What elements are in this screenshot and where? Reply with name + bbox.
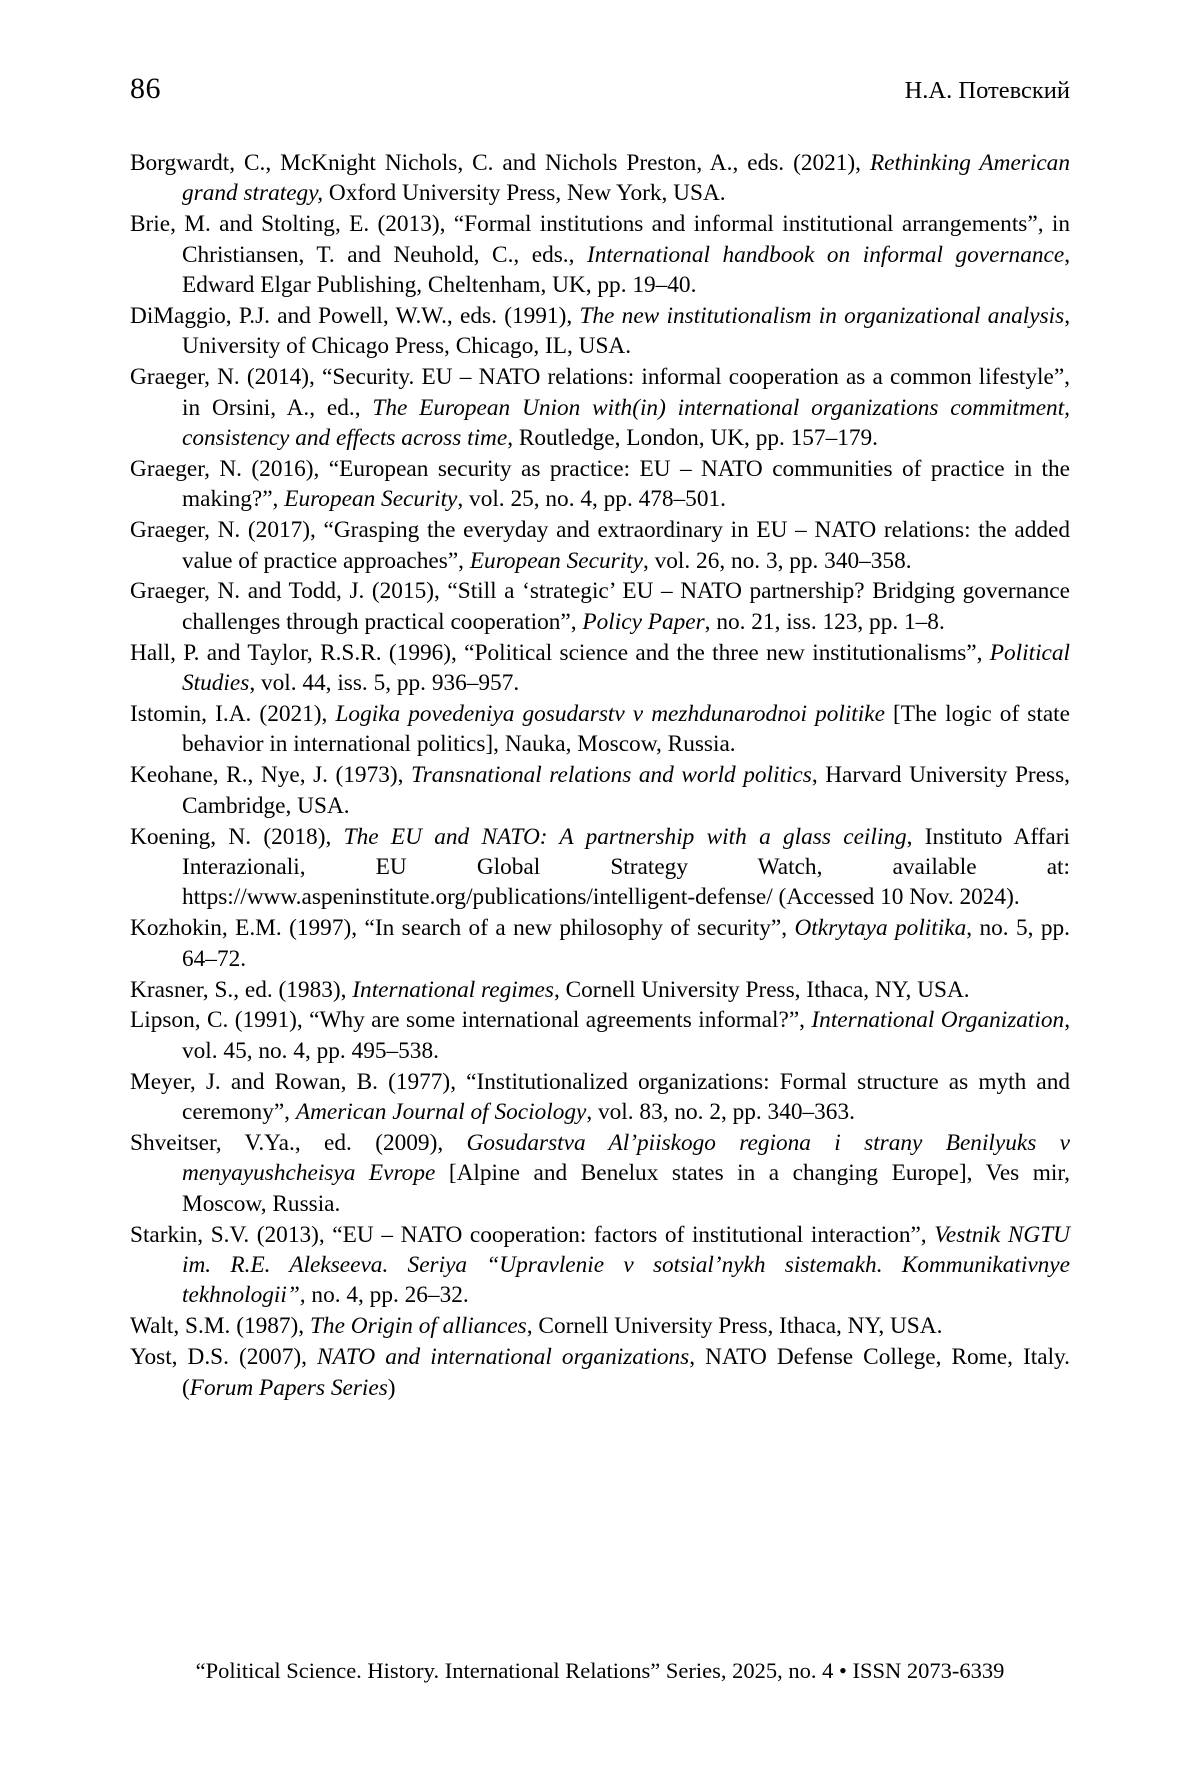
reference-entry: Graeger, N. (2016), “European security as practice: EU – NATO communities of practice in the making?”, European Security, vol. 25, no. 4, pp. 478–501. (130, 455, 1070, 513)
reference-entry: Brie, M. and Stolting, E. (2013), “Formal institutions and informal institutional arrangements”, in Christiansen, T. and Neuhold, C., eds., International handbook on informal governance, Edward Elgar Publishing, Cheltenham, UK, pp. 19–40. (130, 211, 1071, 299)
reference-entry: Shveitser, V.Ya., ed. (2009), Gosudarstva Al’piiskogo regiona i strany Benilyuks v menyayushcheisya Evrope [Alpine and Benelux states in a changing Europe], Ves mir, Moscow, Russia. (130, 1130, 1071, 1217)
reference-entry: Kozhokin, E.M. (1997), “In search of a new philosophy of security”, Otkrytaya politika, no. 5, pp. 64–72. (130, 915, 1071, 972)
page-header (130, 72, 1070, 106)
reference-entry: Walt, S.M. (1987), The Origin of alliances, Cornell University Press, Ithaca, NY, USA. (130, 1313, 943, 1340)
reference-entry: Graeger, N. and Todd, J. (2015), “Still a ‘strategic’ EU – NATO partnership? Bridging governance challenges through practical cooperation”, Policy Paper, no. 21, iss. 123, pp. 1–8. (130, 578, 1070, 635)
reference-entry: Yost, D.S. (2007), NATO and international organizations, NATO Defense College, Rome, Italy. (Forum Papers Series) (130, 1344, 1070, 1401)
references-list (130, 148, 1070, 1404)
page-number: 86 (130, 72, 161, 105)
reference-entry: Istomin, I.A. (2021), Logika povedeniya gosudarstv v mezhdunarodnoi politike [The logic of state behavior in international politics], Nauka, Moscow, Russia. (130, 701, 1070, 758)
reference-entry: Meyer, J. and Rowan, B. (1977), “Institutionalized organizations: Formal structure as myth and ceremony”, American Journal of Sociology, vol. 83, no. 2, pp. 340–363. (130, 1068, 1070, 1126)
reference-entry: Keohane, R., Nye, J. (1973), Transnational relations and world politics, Harvard University Press, Cambridge, USA. (130, 762, 1070, 819)
running-author: Н.А. Потевский (904, 77, 1070, 104)
reference-entry: Koening, N. (2018), The EU and NATO: A partnership with a glass ceiling, Instituto Affari Interazionali, EU Global Strategy Watch, available at: https://www.aspeninstitute.org/publications/intelligent-defense/ (Accessed 10 Nov. 2024). (130, 823, 1070, 911)
reference-entry: DiMaggio, P.J. and Powell, W.W., eds. (1991), The new institutionalism in organizational analysis, University of Chicago Press, Chicago, IL, USA. (130, 302, 1071, 360)
reference-entry: Graeger, N. (2017), “Grasping the everyday and extraordinary in EU – NATO relations: the added value of practice approaches”, European Security, vol. 26, no. 3, pp. 340–358. (130, 517, 1070, 574)
reference-entry: Graeger, N. (2014), “Security. EU – NATO relations: informal cooperation as a common lifestyle”, in Orsini, A., ed., The European Union with(in) international organizations commitment, consistency and effects across time, Routledge, London, UK, pp. 157–179. (130, 364, 1070, 452)
reference-entry: Hall, P. and Taylor, R.S.R. (1996), “Political science and the three new institutionalisms”, Political Studies, vol. 44, iss. 5, pp. 936–957. (130, 639, 1070, 697)
page-footer: “Political Science. History. International Relations” Series, 2025, no. 4 • ISSN 2073-6339 (195, 1658, 1005, 1683)
reference-entry: Borgwardt, C., McKnight Nichols, C. and Nichols Preston, A., eds. (2021), Rethinking American grand strategy, Oxford University Press, New York, USA. (130, 150, 1070, 207)
reference-entry: Starkin, S.V. (2013), “EU – NATO cooperation: factors of institutional interaction”, Vestnik NGTU im. R.E. Alekseeva. Seriya “Upravlenie v sotsial’nykh sistemakh. Kommunikativnye tekhnologii”, no. 4, pp. 26–32. (130, 1221, 1070, 1309)
reference-entry: Lipson, C. (1991), “Why are some international agreements informal?”, International Organization, vol. 45, no. 4, pp. 495–538. (130, 1007, 1071, 1064)
reference-entry: Krasner, S., ed. (1983), International regimes, Cornell University Press, Ithaca, NY, USA. (130, 976, 970, 1003)
